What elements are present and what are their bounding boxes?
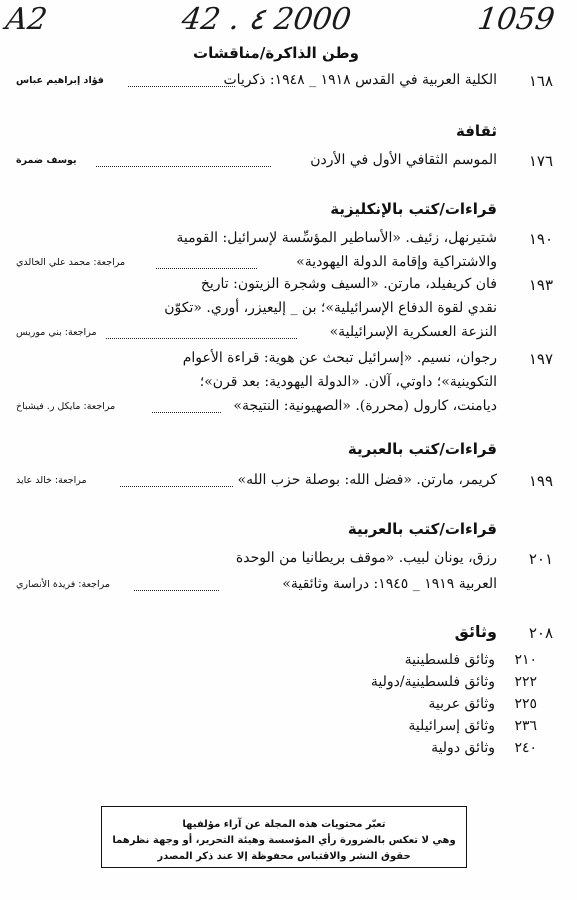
- entry-number: ٢٠١: [528, 550, 553, 568]
- document-item: وثائق عربية: [428, 696, 495, 712]
- entry-number: ١٧٦: [528, 152, 553, 170]
- entry-line: [16, 230, 497, 250]
- entry-line: [16, 374, 497, 394]
- document-number: ٢٤٠: [514, 740, 537, 756]
- leader-dots: [134, 576, 219, 591]
- entry-line: [16, 576, 497, 596]
- disclaimer-box: [101, 806, 467, 868]
- document-item: وثائق فلسطينية/دولية: [370, 674, 495, 690]
- entry-line: [16, 472, 497, 492]
- entry-line: [16, 324, 497, 344]
- disclaimer-line: حقوق النشر والاقتباس محفوظة إلا عند ذكر المصدر: [157, 851, 411, 862]
- entry-number: ١٩٣: [528, 276, 553, 294]
- leader-dots: [96, 152, 271, 167]
- entry-line: [16, 276, 497, 296]
- entry-line: [16, 152, 497, 172]
- entry-line: [16, 550, 497, 570]
- disclaimer-line: تعبّر محتويات هذه المجلة عن آراء مؤلفيها: [182, 819, 386, 830]
- section-title-documents: وثائق: [454, 622, 497, 641]
- document-number: ٢١٠: [514, 652, 537, 668]
- entry-line: [16, 72, 497, 92]
- leader-dots: [156, 254, 257, 269]
- entry-author: فؤاد إبراهيم عباس: [16, 75, 104, 86]
- entry-title: فان كريفيلد، مارتن. «السيف وشجرة الزيتون: تاريخ: [200, 276, 497, 292]
- entry-line: [16, 350, 497, 370]
- document-number: ٢٢٥: [514, 696, 537, 712]
- entry-number: ١٩٩: [528, 472, 553, 490]
- entry-number: ١٩٠: [528, 230, 553, 248]
- handwritten-number: 1059: [475, 2, 557, 37]
- document-number: ٢٢٢: [514, 674, 537, 690]
- entry-title: رزق، يونان لبيب. «موقف بريطانيا من الوحدة: [235, 550, 497, 566]
- entry-title: النزعة العسكرية الإسرائيلية»: [329, 324, 497, 340]
- entry-reviewer: مراجعة: محمد علي الخالدي: [16, 257, 126, 268]
- entry-title: ديامنت، كارول (محررة). «الصهيونية: النتيجة»: [233, 398, 497, 414]
- entry-title: الكلية العربية في القدس ١٩١٨ _ ١٩٤٨: ذكريات: [223, 72, 497, 88]
- entry-number: ١٩٧: [528, 350, 553, 368]
- entry-title: شتيرنهل، زئيف. «الأساطير المؤسِّسة لإسرائيل: القومية: [176, 230, 497, 246]
- section-title-arabic: قراءات/كتب بالعربية: [347, 520, 497, 538]
- entry-reviewer: مراجعة: خالد عايد: [16, 475, 87, 486]
- leader-dots: [106, 324, 297, 339]
- disclaimer-line: وهي لا تعكس بالضرورة رأي المؤسسة وهيئة التحرير، أو وجهة نظرهما: [112, 835, 456, 846]
- entry-line: [16, 300, 497, 320]
- entry-number: ٢٠٨: [528, 624, 553, 642]
- section-title-memory: وطن الذاكرة/مناقشات: [193, 44, 359, 62]
- entry-reviewer: مراجعة: فريدة الأنصاري: [16, 579, 111, 590]
- document-item: وثائق إسرائيلية: [408, 718, 495, 734]
- entry-reviewer: مراجعة: مايكل ر. فيشباخ: [16, 401, 116, 412]
- handwritten-date: 42 . ٤ 2000: [179, 2, 354, 37]
- leader-dots: [120, 472, 233, 487]
- section-title-hebrew: قراءات/كتب بالعبرية: [347, 440, 497, 458]
- handwritten-code: A2: [3, 2, 50, 37]
- entry-title: كريمر، مارتن. «فضل الله: بوصلة حزب الله»: [237, 472, 497, 488]
- entry-title: التكوينية»؛ داوتي، آلان. «الدولة اليهودية: بعد قرن»؛: [199, 374, 497, 390]
- entry-number: ١٦٨: [528, 72, 553, 90]
- entry-title: والاشتراكية وإقامة الدولة اليهودية»: [296, 254, 497, 270]
- leader-dots: [128, 72, 235, 87]
- section-title-english: قراءات/كتب بالإنكليزية: [330, 200, 497, 218]
- entry-author: يوسف ضمرة: [16, 155, 77, 166]
- leader-dots: [152, 398, 221, 413]
- document-number: ٢٣٦: [514, 718, 537, 734]
- entry-line: [16, 254, 497, 274]
- section-title-culture: ثقافة: [456, 122, 497, 140]
- document-item: وثائق فلسطينية: [404, 652, 495, 668]
- entry-reviewer: مراجعة: بني موريس: [16, 327, 97, 338]
- entry-line: [16, 398, 497, 418]
- entry-title: رجوان، نسيم. «إسرائيل تبحث عن هوية: قراءة الأعوام: [182, 350, 497, 366]
- entry-title: نقدي لقوة الدفاع الإسرائيلية»؛ بن _ إليعيزر، أوري. «تكوّن: [164, 300, 497, 316]
- document-item: وثائق دولية: [431, 740, 495, 756]
- entry-title: الموسم الثقافي الأول في الأردن: [310, 152, 497, 168]
- entry-title: العربية ١٩١٩ _ ١٩٤٥: دراسة وثائقية»: [282, 576, 497, 592]
